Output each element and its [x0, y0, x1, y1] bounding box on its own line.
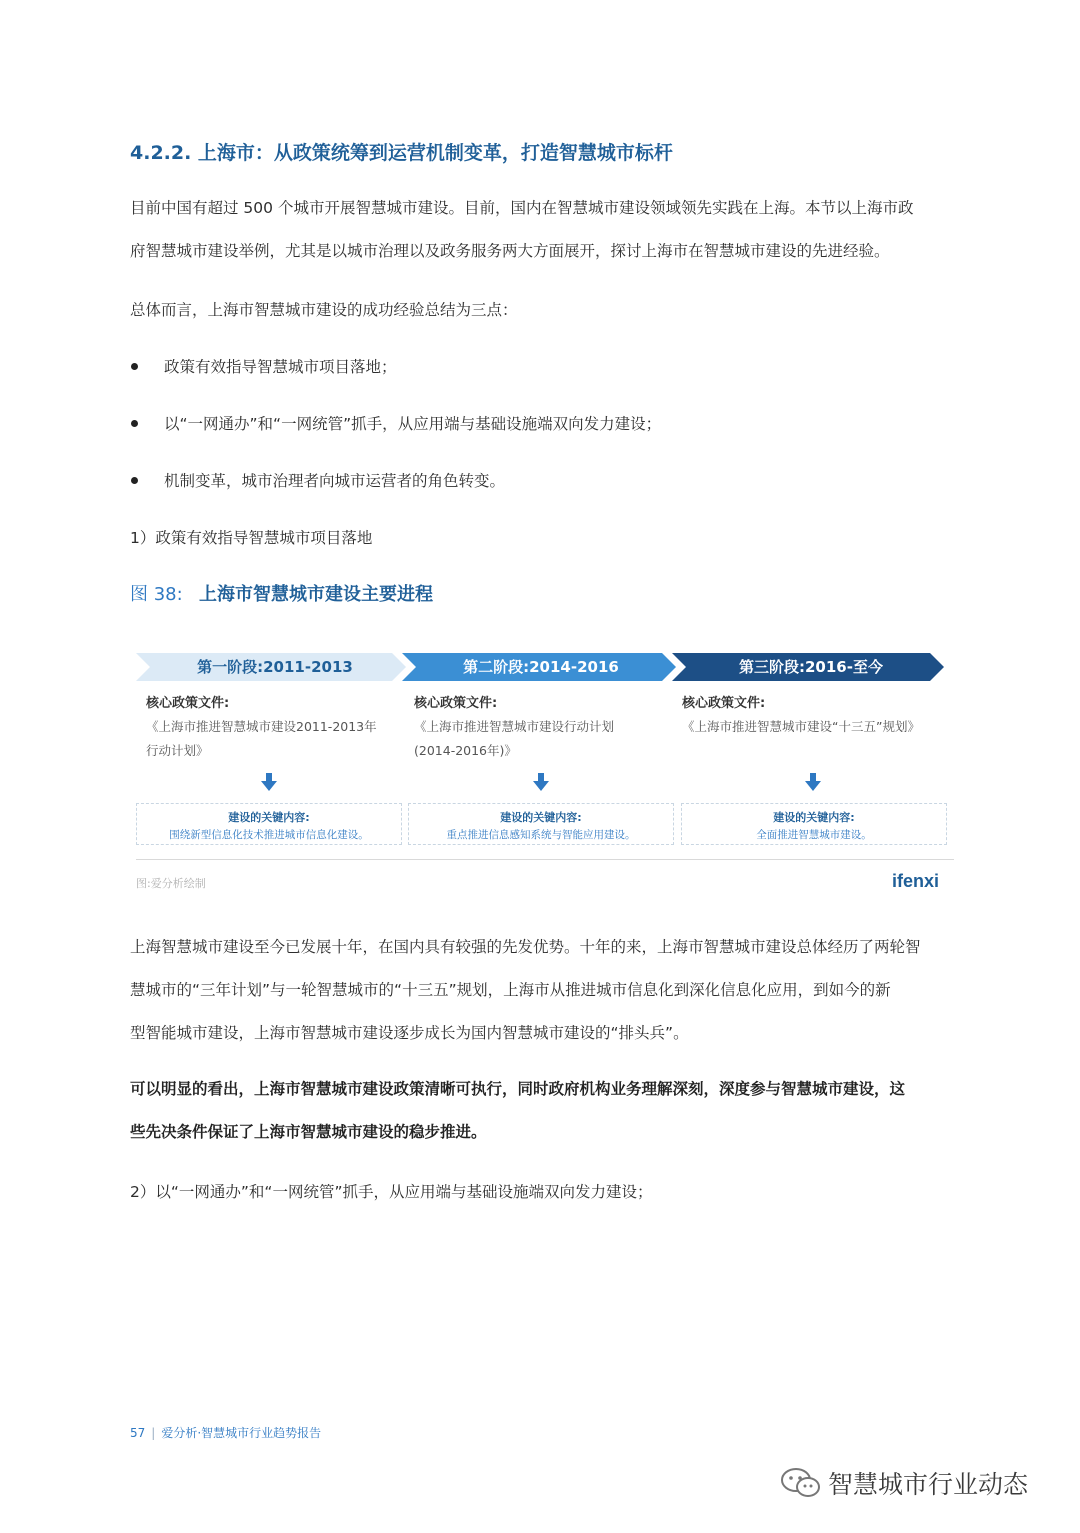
intro-line-2: 府智慧城市建设举例，尤其是以城市治理以及政务服务两大方面展开，探讨上海市在智慧城市建设的先进经验。: [130, 242, 890, 260]
section-heading: 4.2.2. 上海市：从政策统筹到运营机制变革，打造智慧城市标杆: [130, 142, 673, 164]
stage-2-key-title: 建设的关键内容:: [500, 811, 582, 824]
figure-divider: [136, 859, 954, 860]
conclusion-line-2: 些先决条件保证了上海市智慧城市建设的稳步推进。: [130, 1123, 487, 1141]
stage-3-label: 第三阶段:2016-至今: [739, 658, 883, 676]
history-line-2: 慧城市的“三年计划”与一轮智慧城市的“十三五”规划，上海市从推进城市信息化到深化信息化应用，到如今的新: [130, 981, 891, 999]
stage-2-key-text: 重点推进信息感知系统与智能应用建设。: [446, 829, 636, 841]
stage-3-policy-title: 核心政策文件:: [682, 696, 766, 711]
stage-1-key-text: 围绕新型信息化技术推进城市信息化建设。: [169, 829, 369, 841]
bullet-dot-1: [131, 363, 138, 370]
timeline-diagram: [130, 645, 954, 895]
point-1-heading: 1）政策有效指导智慧城市项目落地: [130, 529, 373, 547]
stage-2-policy-doc: [414, 715, 614, 763]
history-line-3: 型智能城市建设，上海市智慧城市建设逐步成长为国内智慧城市建设的“排头兵”。: [130, 1024, 689, 1042]
stage-2-policy-title: 核心政策文件:: [414, 696, 498, 711]
figure-title-text: 上海市智慧城市建设主要进程: [198, 584, 433, 605]
history-paragraph: [130, 926, 955, 1055]
stage-1-policy-title: 核心政策文件:: [146, 696, 230, 711]
stage-3-key-title: 建设的关键内容:: [773, 811, 855, 824]
stage-3-key-box: [681, 803, 947, 845]
stage-2-key-box: [408, 803, 674, 845]
stage-1-policy-line-2: 行动计划》: [146, 743, 209, 758]
figure-number: 图 38:: [130, 584, 183, 605]
point-2-heading: 2）以“一网通办”和“一网统管”抓手，从应用端与基础设施端双向发力建设；: [130, 1183, 653, 1201]
stage-2-label: 第二阶段:2014-2016: [463, 658, 619, 676]
wechat-icon: [780, 1467, 822, 1499]
bullet-item-2: 以“一网通办”和“一网统管”抓手，从应用端与基础设施端双向发力建设；: [164, 415, 662, 433]
watermark-text: 智慧城市行业动态: [828, 1470, 1029, 1499]
stage-1-policy-line-1: 《上海市推进智慧城市建设2011-2013年: [146, 719, 377, 734]
stage-2-policy-line-1: 《上海市推进智慧城市建设行动计划: [414, 719, 615, 734]
down-arrow-icon: [533, 773, 549, 791]
history-line-1: 上海智慧城市建设至今已发展十年，在国内具有较强的先发优势。十年的来，上海市智慧城市建设总体经历了两轮智: [130, 938, 921, 956]
stage-1-label: 第一阶段:2011-2013: [197, 658, 353, 676]
intro-paragraph: [130, 187, 955, 273]
stage-2-policy-line-2: (2014-2016年)》: [414, 743, 517, 758]
conclusion-paragraph: [130, 1068, 955, 1154]
bullet-dot-3: [131, 477, 138, 484]
page-number: 57: [130, 1426, 146, 1440]
footer-separator: |: [151, 1426, 156, 1440]
report-name: 爱分析·智慧城市行业趋势报告: [161, 1426, 322, 1440]
stage-3-key-text: 全面推进智慧城市建设。: [756, 829, 872, 841]
down-arrow-icon: [261, 773, 277, 791]
bullet-item-3: 机制变革，城市治理者向城市运营者的角色转变。: [164, 472, 506, 490]
stage-1-key-title: 建设的关键内容:: [228, 811, 310, 824]
intro-line-1: 目前中国有超过 500 个城市开展智慧城市建设。目前，国内在智慧城市建设领域领先实践在上海。本节以上海市政: [130, 199, 914, 217]
wechat-watermark: [780, 1465, 1028, 1501]
stage-3-policy-doc: [682, 715, 920, 739]
stage-1-key-box: [136, 803, 402, 845]
ifenxi-logo: ifenxi: [892, 871, 940, 891]
figure-source: 图:爱分析绘制: [136, 877, 206, 890]
bullet-item-1: 政策有效指导智慧城市项目落地；: [164, 358, 397, 376]
conclusion-line-1: 可以明显的看出，上海市智慧城市建设政策清晰可执行，同时政府机构业务理解深刻，深度参与智慧城市建设，这: [130, 1080, 906, 1098]
bullet-dot-2: [131, 420, 138, 427]
stage-1-policy-doc: [146, 715, 377, 763]
summary-paragraph: 总体而言，上海市智慧城市建设的成功经验总结为三点：: [130, 301, 518, 319]
down-arrow-icon: [805, 773, 821, 791]
stage-3-policy-line-1: 《上海市推进智慧城市建设“十三五”规划》: [682, 719, 920, 734]
figure-title: [130, 580, 433, 606]
page-footer: [130, 1424, 321, 1441]
